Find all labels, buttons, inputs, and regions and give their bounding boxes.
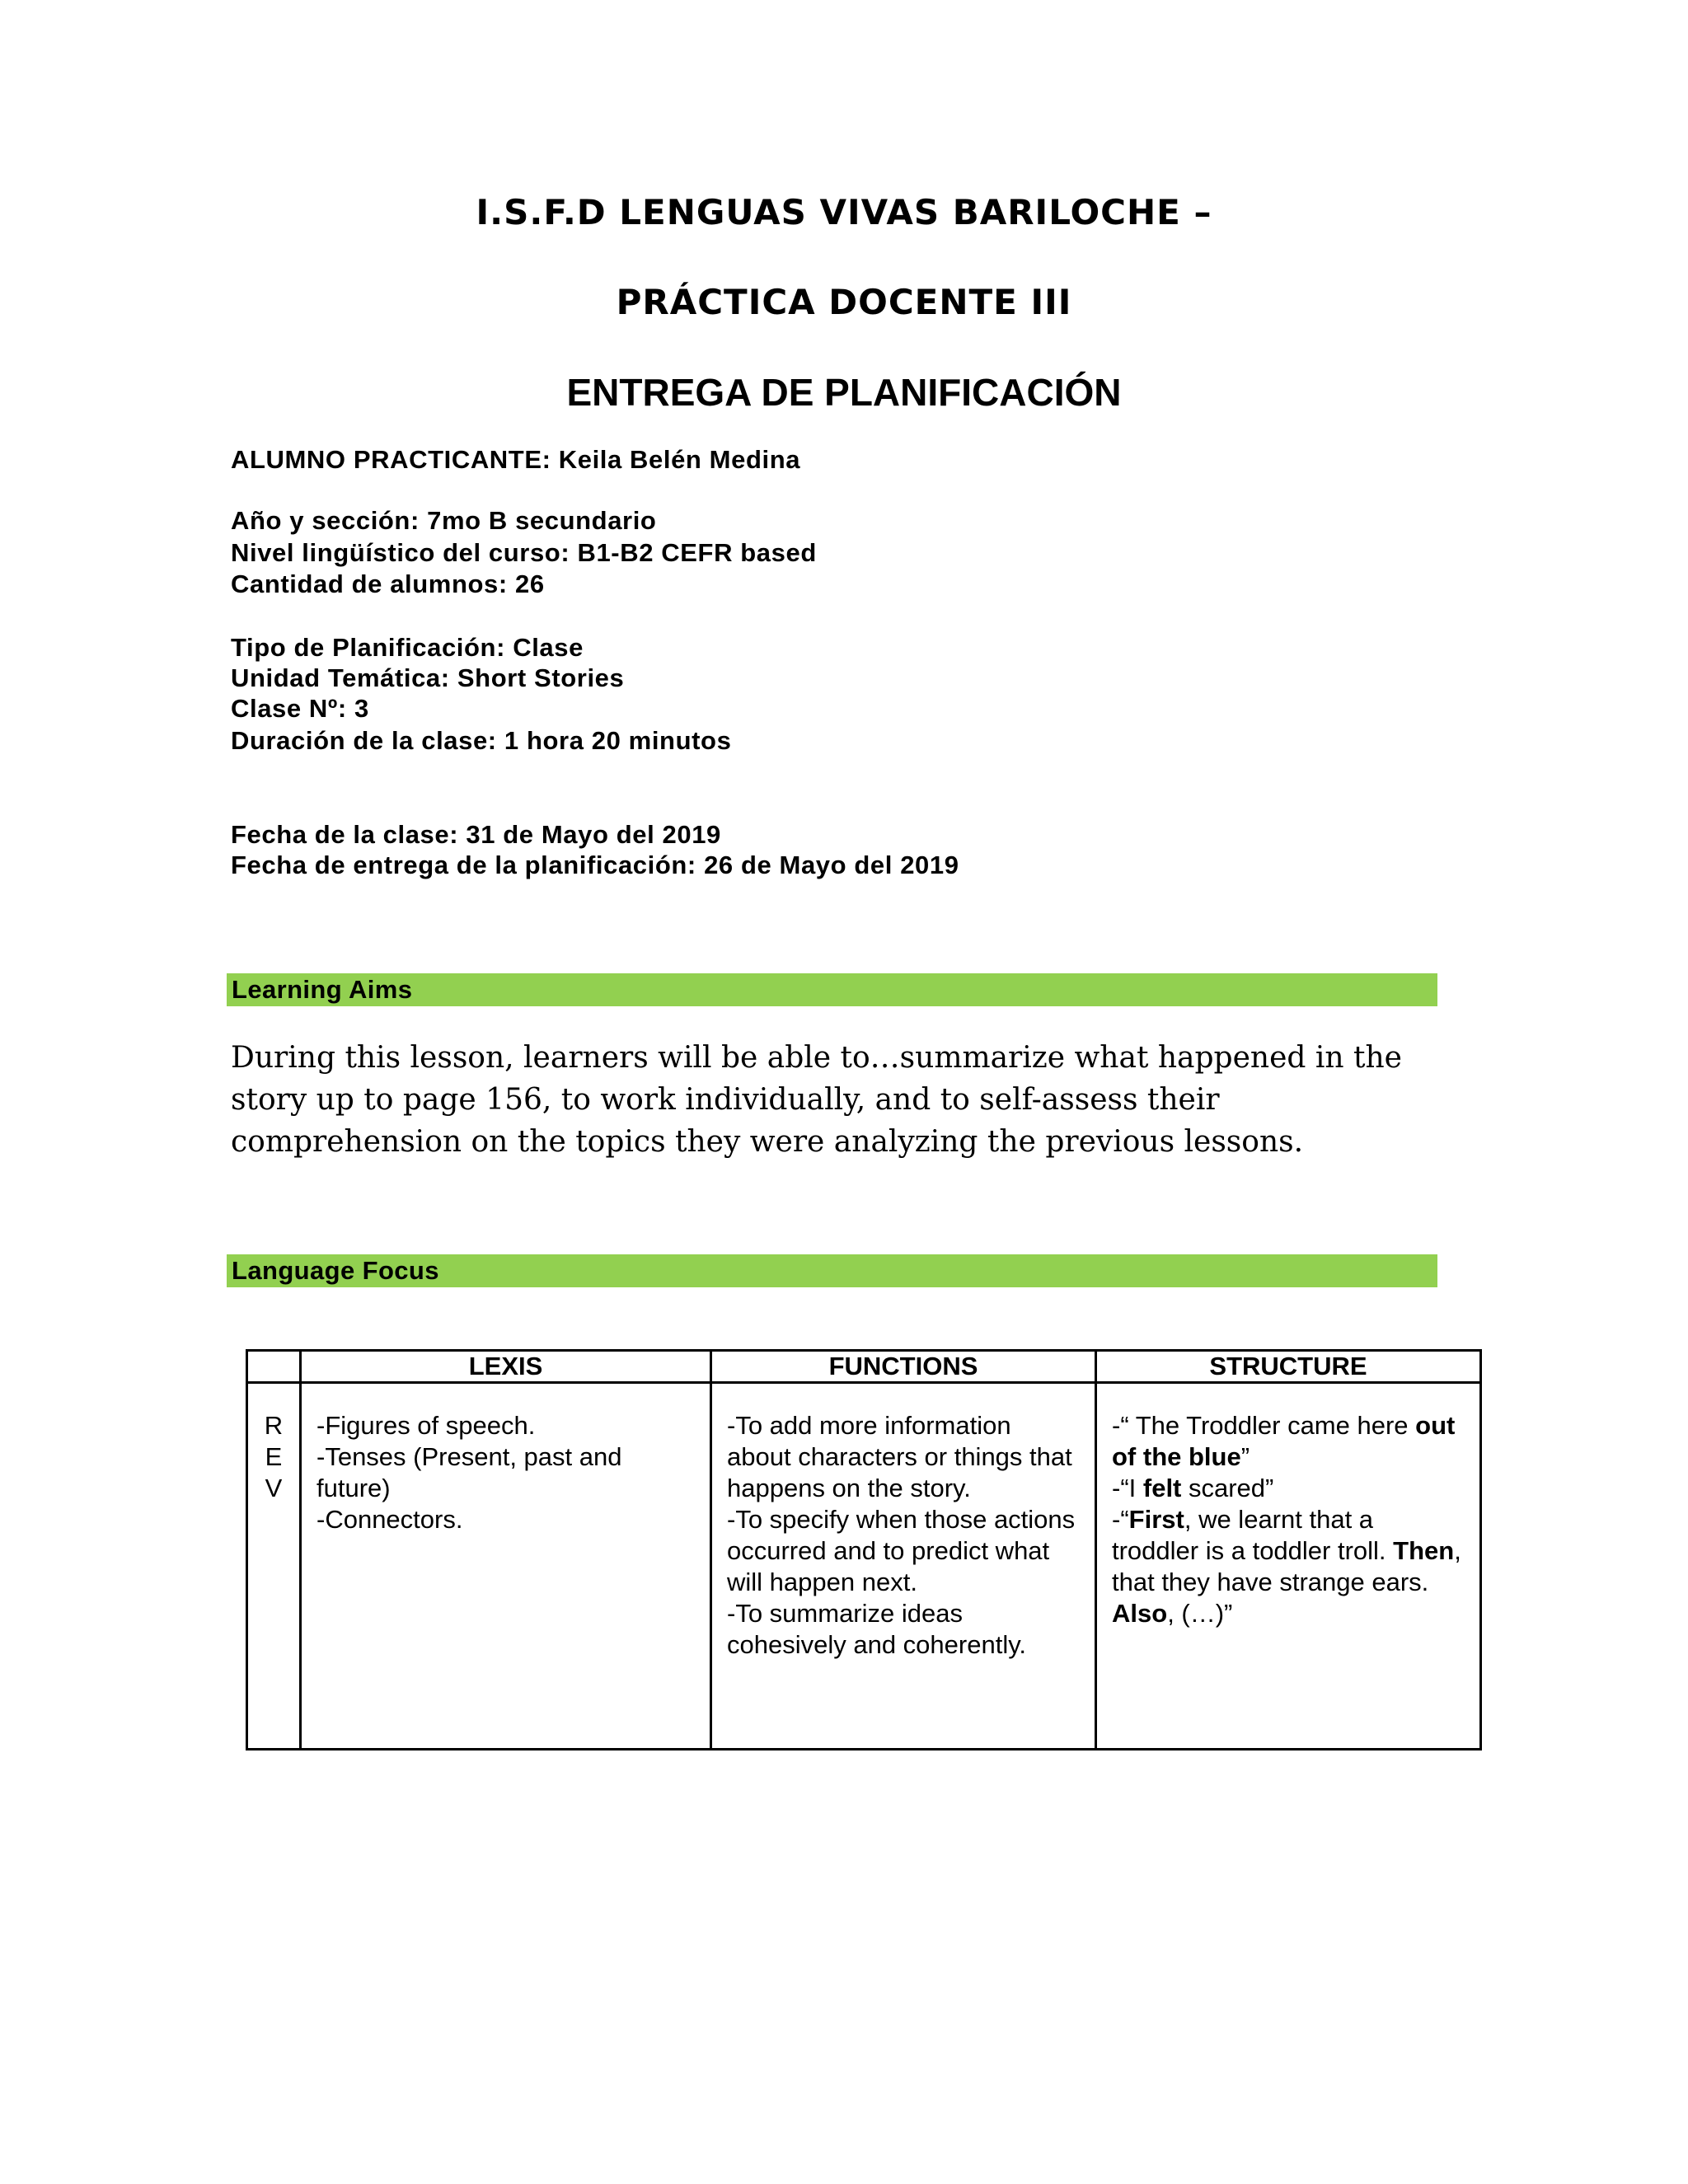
structure-text: ” — [1240, 1442, 1250, 1471]
language-focus-table — [246, 1349, 1482, 1750]
info-duracion: Duración de la clase: 1 hora 20 minutos — [231, 726, 732, 755]
function-item: -To summarize ideas cohesively and coherently. — [727, 1599, 1027, 1659]
structure-example-2 — [1112, 1473, 1465, 1504]
structure-bold-text: Then — [1393, 1536, 1455, 1565]
function-item: -To specify when those actions occurred and to predict what will happen next. — [727, 1505, 1076, 1596]
info-anio-seccion: Año y sección: 7mo B secundario — [231, 506, 657, 535]
info-clase: Clase Nº: 3 — [231, 694, 369, 723]
row-label-letter: R — [264, 1411, 284, 1440]
info-unidad: Unidad Temática: Short Stories — [231, 663, 625, 692]
lexis-cell — [301, 1383, 711, 1750]
structure-text: , that they have strange ears. — [1112, 1536, 1461, 1596]
functions-cell — [711, 1383, 1096, 1750]
structure-example-1 — [1112, 1410, 1465, 1473]
row-label-letter: E — [265, 1442, 283, 1471]
structure-text: -“I — [1112, 1474, 1143, 1502]
institution-title: I.S.F.D LENGUAS VIVAS BARILOCHE – — [476, 192, 1212, 232]
structure-text: , (…)” — [1167, 1599, 1233, 1628]
structure-bold-text: Also — [1112, 1599, 1168, 1628]
structure-text: -“ — [1112, 1505, 1129, 1534]
lexis-item: -Tenses (Present, past and future) — [316, 1442, 622, 1502]
structure-text: scared” — [1181, 1474, 1274, 1502]
info-cantidad: Cantidad de alumnos: 26 — [231, 569, 545, 598]
language-focus-heading: Language Focus — [227, 1254, 1437, 1287]
info-alumno: ALUMNO PRACTICANTE: Keila Belén Medina — [231, 445, 801, 474]
learning-aims-heading: Learning Aims — [227, 973, 1437, 1006]
document-title: ENTREGA DE PLANIFICACIÓN — [566, 371, 1122, 414]
lexis-item: -Connectors. — [316, 1505, 463, 1534]
course-title: PRÁCTICA DOCENTE III — [616, 282, 1072, 322]
header-lexis: LEXIS — [301, 1351, 711, 1383]
structure-text: -“ The Troddler came here — [1112, 1411, 1416, 1440]
structure-cell — [1096, 1383, 1481, 1750]
info-fecha-entrega: Fecha de entrega de la planificación: 26 de Mayo del 2019 — [231, 851, 959, 879]
header-functions: FUNCTIONS — [711, 1351, 1096, 1383]
structure-bold-text: First — [1128, 1505, 1184, 1534]
info-fecha-clase: Fecha de la clase: 31 de Mayo del 2019 — [231, 820, 721, 849]
info-tipo: Tipo de Planificación: Clase — [231, 633, 584, 662]
info-nivel: Nivel lingüístico del curso: B1-B2 CEFR based — [231, 538, 817, 567]
lexis-item: -Figures of speech. — [316, 1411, 536, 1440]
header-structure: STRUCTURE — [1096, 1351, 1481, 1383]
structure-text: , we learnt that a troddler is a toddler troll. — [1112, 1505, 1394, 1565]
row-label-rev — [247, 1383, 301, 1750]
table-row — [247, 1383, 1481, 1750]
function-item: -To add more information about characters or things that happens on the story. — [727, 1411, 1072, 1502]
table-header-row — [247, 1351, 1481, 1383]
structure-example-3 — [1112, 1504, 1465, 1629]
learning-aims-text: During this lesson, learners will be able to…summarize what happened in the story up to page 156, to work individually, and to self-assess their comprehension on the topics they were analyzing the previous lessons. — [231, 1041, 1402, 1159]
structure-bold-text: felt — [1142, 1474, 1182, 1502]
structure-bold-text: out of the blue — [1112, 1411, 1456, 1471]
header-empty — [247, 1351, 301, 1383]
row-label-letter: V — [265, 1474, 283, 1502]
